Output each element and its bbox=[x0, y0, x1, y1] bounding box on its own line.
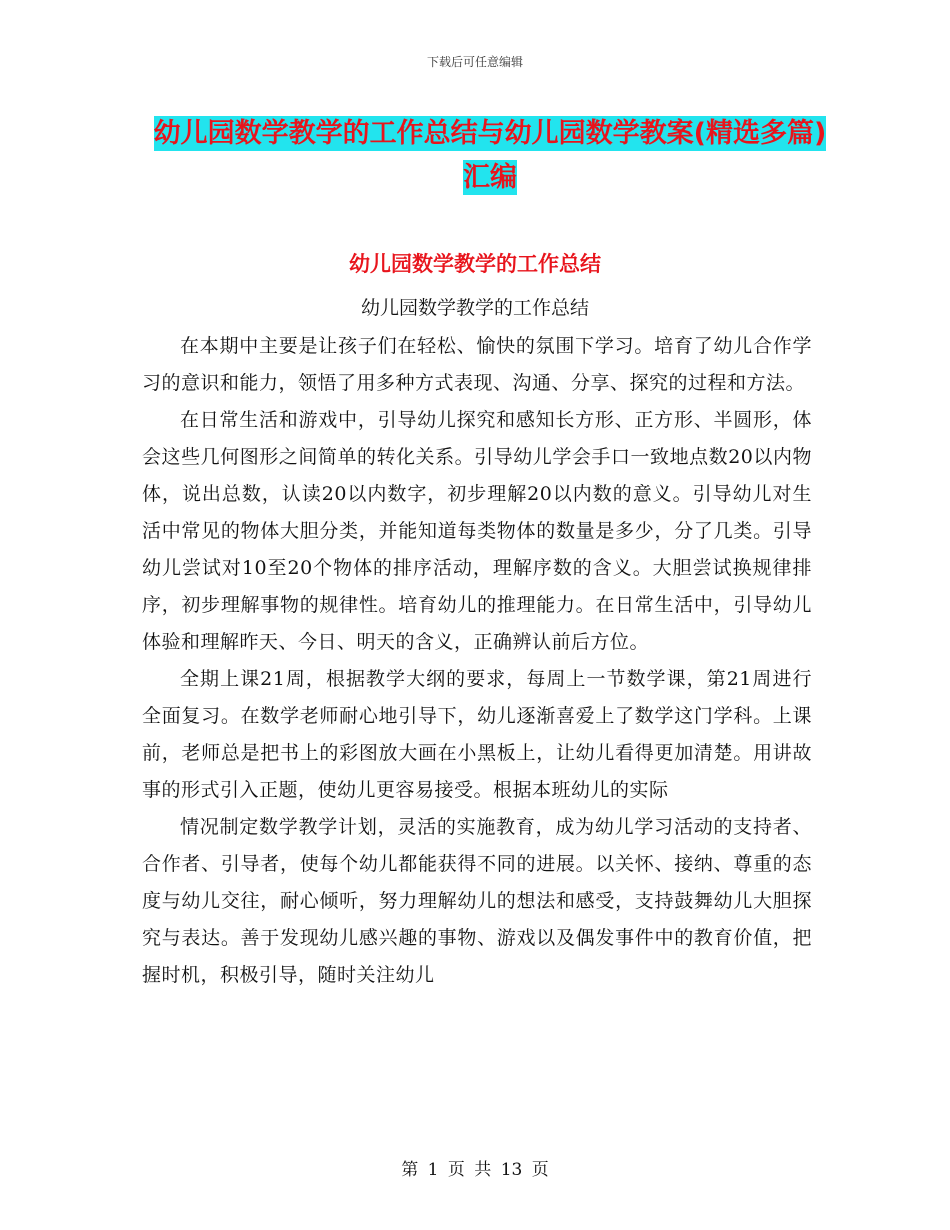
paragraph: 情况制定数学教学计划，灵活的实施教育，成为幼儿学习活动的支持者、合作者、引导者，使每个幼儿都能获得不同的进展。以关怀、接纳、尊重的态度与幼儿交往，耐心倾听，努力理解幼儿的想法和感受，支持鼓舞幼儿大胆探究与表达。善于发现幼儿感兴趣的事物、游戏以及偶发事件中的教育价值，把握时机，积极引导，随时关注幼儿 bbox=[142, 816, 812, 986]
document-title-text: 幼儿园数学教学的工作总结与幼儿园数学教案(精选多篇)汇编 bbox=[153, 118, 827, 193]
document-title bbox=[150, 112, 830, 200]
paragraph: 在日常生活和游戏中，引导幼儿探究和感知长方形、正方形、半圆形，体会这些几何图形之间简单的转化关系。引导幼儿学会手口一致地点数20以内物体，说出总数，认读20以内数字，初步理解20以内数的意义。引导幼儿对生活中常见的物体大胆分类，并能知道每类物体的数量是多少，分了几类。引导幼儿尝试对10至20个物体的排序活动，理解序数的含义。大胆尝试换规律排序，初步理解事物的规律性。培育幼儿的推理能力。在日常生活中，引导幼儿体验和理解昨天、今日、明天的含义，正确辨认前后方位。 bbox=[142, 409, 812, 653]
paragraph: 全期上课21周，根据教学大纲的要求，每周上一节数学课，第21周进行全面复习。在数学老师耐心地引导下，幼儿逐渐喜爱上了数学这门学科。上课前，老师总是把书上的彩图放大画在小黑板上，让幼儿看得更加清楚。用讲故事的形式引入正题，使幼儿更容易接受。根据本班幼儿的实际 bbox=[142, 668, 812, 801]
sub-heading: 幼儿园数学教学的工作总结 bbox=[360, 297, 589, 319]
body-text bbox=[142, 328, 812, 994]
section-heading: 幼儿园数学教学的工作总结 bbox=[349, 252, 601, 276]
paragraph: 在本期中主要是让孩子们在轻松、愉快的氛围下学习。培育了幼儿合作学习的意识和能力，领悟了用多种方式表现、沟通、分享、探究的过程和方法。 bbox=[142, 335, 812, 394]
page-footer: 第 1 页 共 13 页 bbox=[401, 1160, 549, 1180]
header-note: 下载后可任意编辑 bbox=[426, 55, 523, 69]
